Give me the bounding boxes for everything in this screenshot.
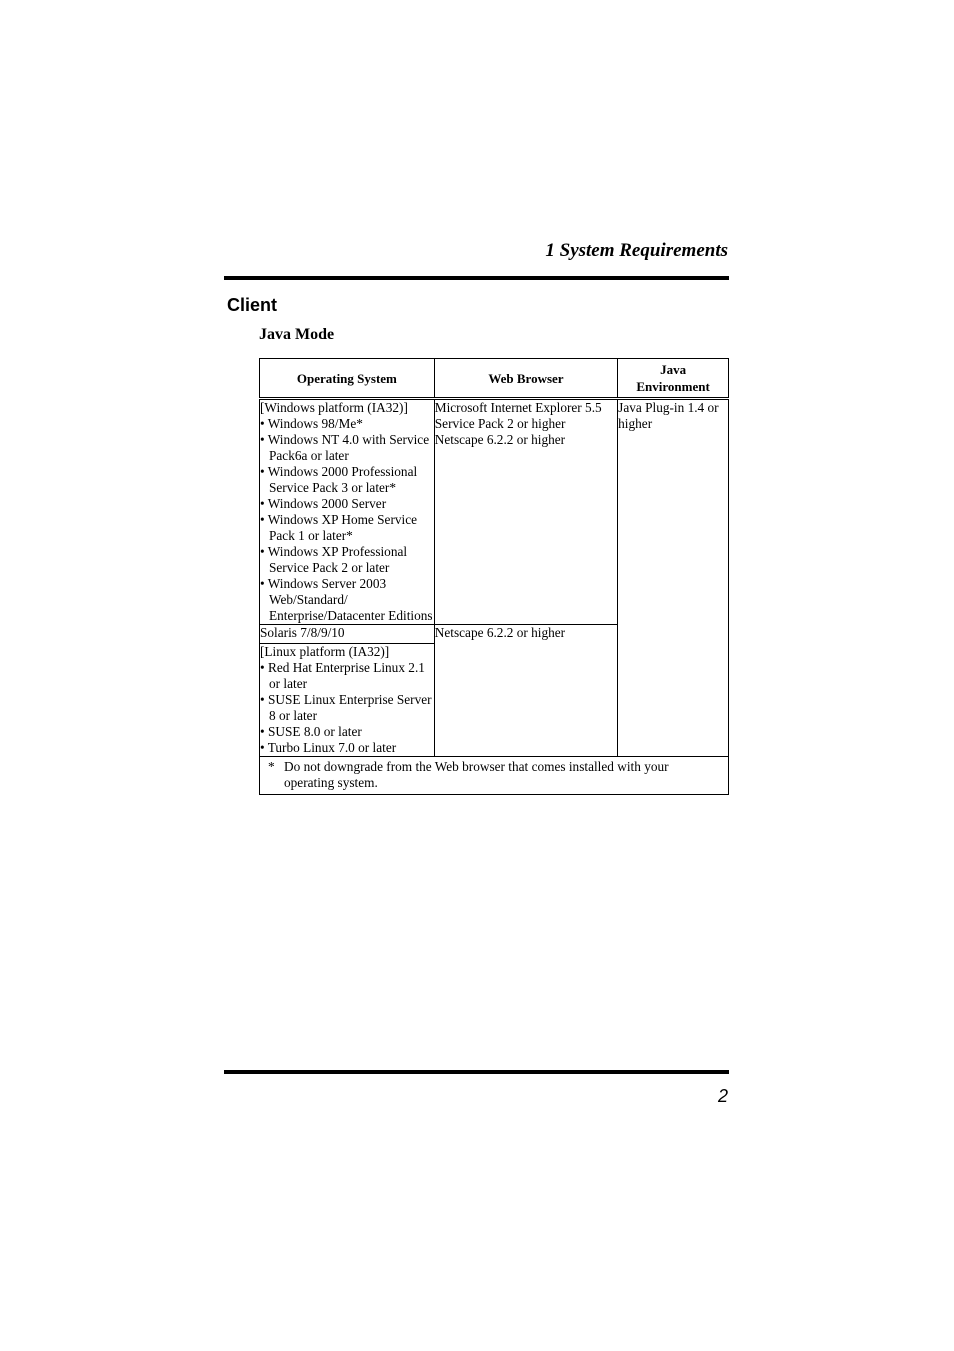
column-header-os: Operating System — [260, 359, 435, 399]
subsection-title: Java Mode — [259, 326, 335, 343]
os-cell-solaris: Solaris 7/8/9/10 — [260, 625, 435, 644]
requirements-table — [259, 358, 729, 795]
header-rule — [224, 276, 729, 280]
footer-rule — [224, 1070, 729, 1074]
table-header-row — [260, 359, 729, 399]
table-row-windows — [260, 399, 729, 625]
column-header-java: Java Environment — [618, 359, 729, 399]
list-item: • Windows 98/Me* — [260, 416, 363, 431]
footnote-marker: * — [268, 759, 275, 774]
footnote-cell — [260, 757, 729, 795]
list-item: • Red Hat Enterprise Linux 2.1 or later — [260, 660, 425, 691]
footnote: * Do not downgrade from the Web browser that comes installed with your operating system. — [268, 759, 669, 790]
list-item: • Windows XP Professional Service Pack 2 or later — [260, 544, 408, 575]
list-item: • Windows 2000 Server — [260, 496, 387, 511]
java-environment-cell: Java Plug-in 1.4 or higher — [618, 399, 729, 757]
list-item: • Windows NT 4.0 with Service Pack6a or later — [260, 432, 430, 463]
browser-cell-windows: Microsoft Internet Explorer 5.5 Service Pack 2 or higher Netscape 6.2.2 or higher — [434, 399, 617, 625]
list-item: • Windows Server 2003 Web/Standard/ Enterprise/Datacenter Editions — [260, 576, 433, 623]
list-item: • SUSE Linux Enterprise Server 8 or later — [260, 692, 432, 723]
list-item: • Windows 2000 Professional Service Pack 3 or later* — [260, 464, 418, 495]
chapter-title: 1 System Requirements — [545, 240, 728, 261]
list-item: • SUSE 8.0 or later — [260, 724, 362, 739]
browser-cell-unix: Netscape 6.2.2 or higher — [434, 625, 617, 757]
list-item: • Windows XP Home Service Pack 1 or later* — [260, 512, 418, 543]
list-item: • Turbo Linux 7.0 or later — [260, 740, 397, 755]
page-number: 2 — [717, 1086, 728, 1106]
column-header-browser: Web Browser — [434, 359, 617, 399]
section-title: Client — [227, 295, 278, 315]
os-cell-linux: [Linux platform (IA32)] • Red Hat Enterprise Linux 2.1 or later • SUSE Linux Enterprise Server 8 or later • SUSE 8.0 or later • Turbo Linux 7.0 or later — [260, 644, 435, 757]
os-cell-windows: [Windows platform (IA32)] • Windows 98/Me* • Windows NT 4.0 with Service Pack6a or later • Windows 2000 Professional Service Pack 3 or later* • Windows 2000 Server • Windows XP Home Service Pack 1 or later* • Windows XP Professional Service Pack 2 or later • Windows Server 2003 Web/Standard/ Enterprise/Datacenter Editions — [260, 400, 433, 623]
table-footnote-row — [260, 757, 729, 795]
